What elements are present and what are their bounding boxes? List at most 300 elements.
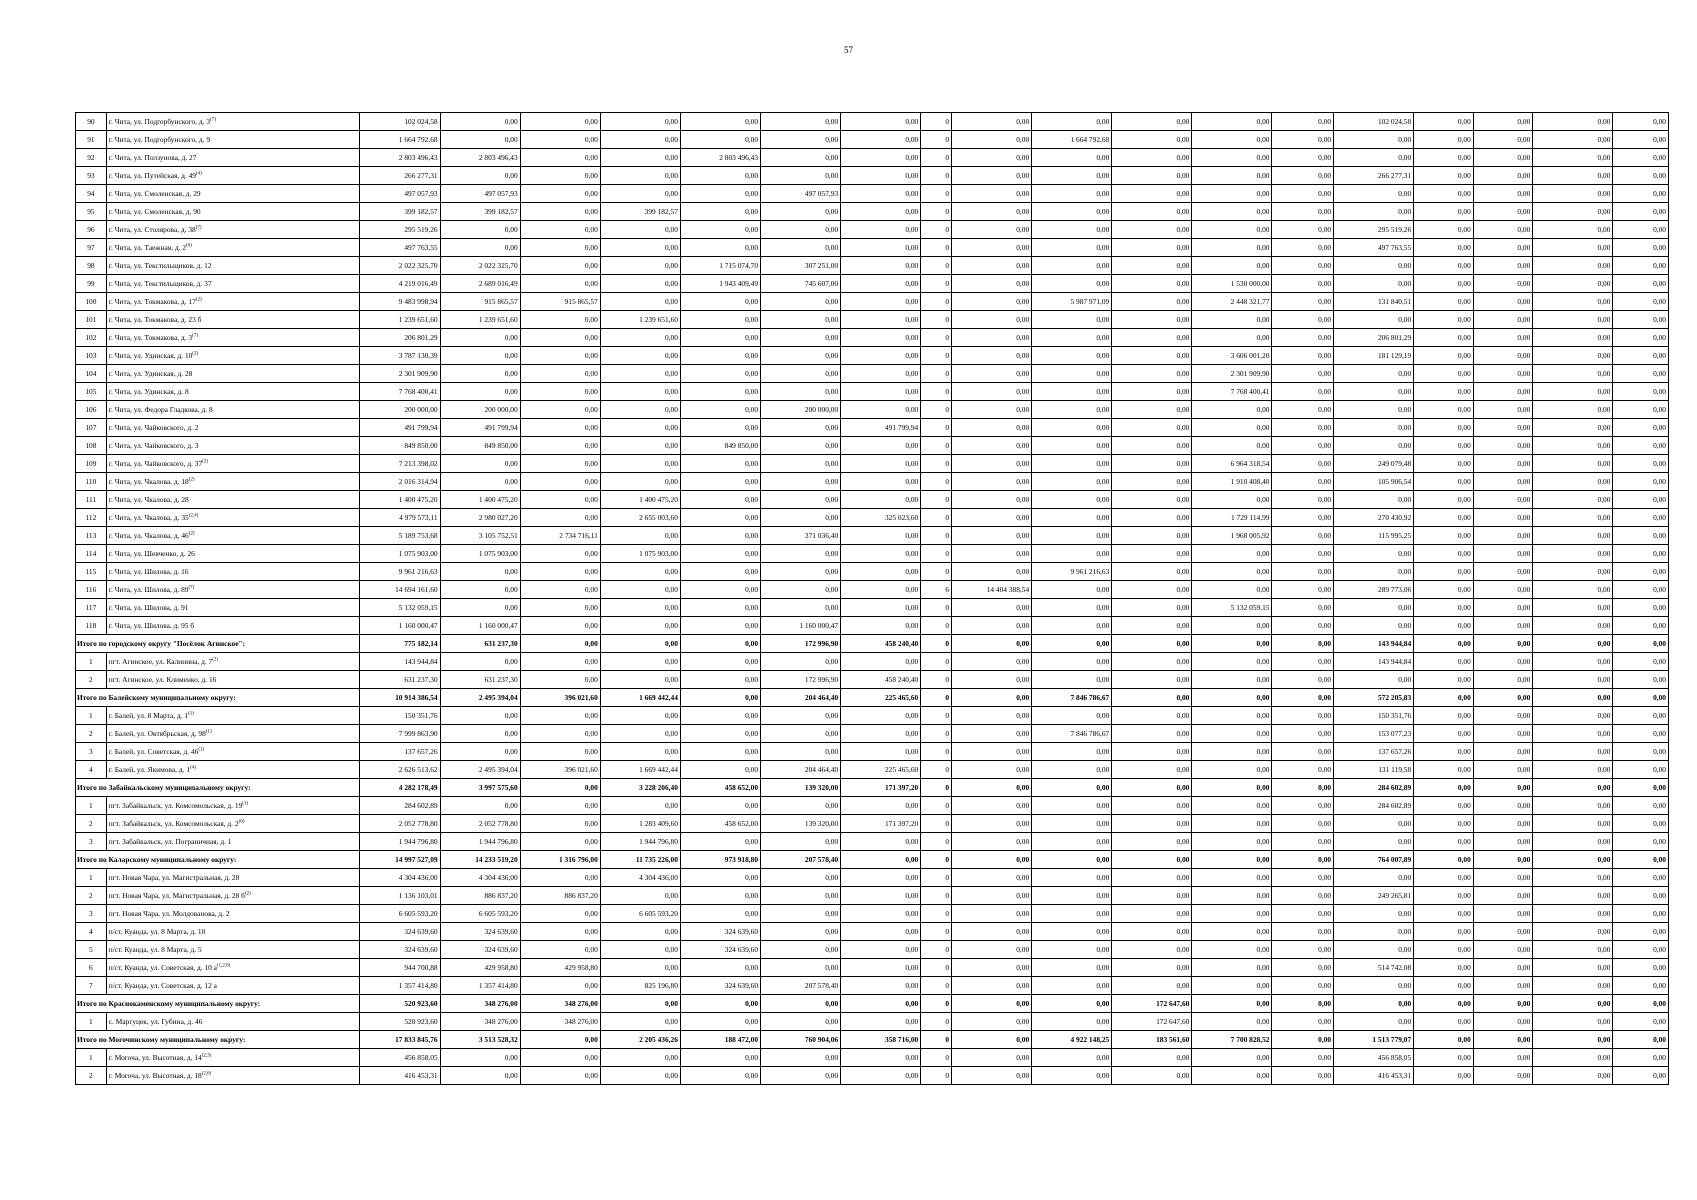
value-cell: 0,00 <box>1613 959 1669 977</box>
value-cell: 0,00 <box>841 581 921 599</box>
value-cell: 0,00 <box>952 851 1032 869</box>
value-cell: 0,00 <box>1032 167 1112 185</box>
value-cell: 0,00 <box>1414 131 1474 149</box>
value-cell: 0,00 <box>680 239 760 257</box>
value-cell: 764 007,89 <box>1334 851 1414 869</box>
value-cell: 0,00 <box>841 797 921 815</box>
footnote-marker: (1,2,6) <box>216 963 231 969</box>
value-cell: 0,00 <box>761 473 841 491</box>
value-cell: 0,00 <box>1272 113 1334 131</box>
value-cell: 0,00 <box>952 689 1032 707</box>
value-cell: 0,00 <box>1032 491 1112 509</box>
row-number: 1 <box>76 1049 107 1067</box>
value-cell: 0,00 <box>1192 617 1272 635</box>
value-cell: 200 000,00 <box>440 401 520 419</box>
value-cell: 139 320,00 <box>761 779 841 797</box>
value-cell: 458 652,00 <box>680 779 760 797</box>
value-cell: 0,00 <box>1032 797 1112 815</box>
value-cell: 0,00 <box>1613 221 1669 239</box>
row-number: 111 <box>76 491 107 509</box>
value-cell: 0,00 <box>520 347 600 365</box>
value-cell: 0,00 <box>1473 545 1533 563</box>
value-cell: 0,00 <box>1533 329 1613 347</box>
value-cell: 0,00 <box>1533 815 1613 833</box>
value-cell: 0,00 <box>1613 707 1669 725</box>
address-cell <box>106 131 360 149</box>
value-cell: 0,00 <box>1334 419 1414 437</box>
value-cell: 0,00 <box>1112 977 1192 995</box>
value-cell: 5 987 971,09 <box>1032 293 1112 311</box>
value-cell: 0,00 <box>761 1067 841 1085</box>
table-row <box>76 185 1669 203</box>
value-cell: 0,00 <box>600 1067 680 1085</box>
value-cell: 284 602,89 <box>1334 797 1414 815</box>
value-cell: 0 <box>921 995 952 1013</box>
address-text: г. Чита, ул. Чкалова, д. 46 <box>108 531 189 540</box>
value-cell: 0,00 <box>1613 545 1669 563</box>
value-cell: 0,00 <box>680 1067 760 1085</box>
value-cell: 0,00 <box>1414 959 1474 977</box>
value-cell: 0,00 <box>1533 365 1613 383</box>
value-cell: 0,00 <box>1272 257 1334 275</box>
row-number: 2 <box>76 671 107 689</box>
value-cell: 0,00 <box>600 671 680 689</box>
value-cell: 2 052 778,80 <box>360 815 440 833</box>
value-cell: 0,00 <box>1473 149 1533 167</box>
value-cell: 0,00 <box>1032 257 1112 275</box>
value-cell: 0,00 <box>952 149 1032 167</box>
address-cell <box>106 833 360 851</box>
table-row <box>76 509 1669 527</box>
value-cell: 0,00 <box>680 113 760 131</box>
value-cell: 0 <box>921 851 952 869</box>
address-cell <box>106 653 360 671</box>
value-cell: 0,00 <box>1414 617 1474 635</box>
value-cell: 0,00 <box>1414 185 1474 203</box>
value-cell: 0,00 <box>1032 509 1112 527</box>
value-cell: 0,00 <box>1473 311 1533 329</box>
value-cell: 249 079,48 <box>1334 455 1414 473</box>
value-cell: 0,00 <box>600 113 680 131</box>
value-cell: 0,00 <box>520 491 600 509</box>
value-cell: 0,00 <box>1533 419 1613 437</box>
value-cell: 0,00 <box>1272 707 1334 725</box>
value-cell: 0,00 <box>1192 401 1272 419</box>
value-cell: 295 519,26 <box>360 221 440 239</box>
value-cell: 0,00 <box>1192 545 1272 563</box>
value-cell: 0,00 <box>600 923 680 941</box>
value-cell: 1 400 475,20 <box>360 491 440 509</box>
value-cell: 0,00 <box>600 221 680 239</box>
footnote-marker: (2,4) <box>188 513 199 519</box>
value-cell: 0,00 <box>1272 473 1334 491</box>
value-cell: 0,00 <box>761 1049 841 1067</box>
value-cell: 0,00 <box>440 239 520 257</box>
table-row <box>76 455 1669 473</box>
row-number: 100 <box>76 293 107 311</box>
value-cell: 429 958,80 <box>520 959 600 977</box>
value-cell: 172 996,90 <box>761 671 841 689</box>
address-text: п/ст. Куанда, ул. 8 Марта, д. 5 <box>108 945 202 954</box>
address-cell <box>106 959 360 977</box>
value-cell: 456 858,05 <box>1334 1049 1414 1067</box>
value-cell: 3 513 528,32 <box>440 1031 520 1049</box>
value-cell: 0,00 <box>1032 437 1112 455</box>
value-cell: 0,00 <box>1533 707 1613 725</box>
value-cell: 0,00 <box>1272 293 1334 311</box>
value-cell: 0,00 <box>1414 419 1474 437</box>
value-cell: 0,00 <box>952 383 1032 401</box>
value-cell: 0,00 <box>440 131 520 149</box>
value-cell: 0,00 <box>1192 149 1272 167</box>
value-cell: 0,00 <box>1272 131 1334 149</box>
value-cell: 0,00 <box>1032 581 1112 599</box>
value-cell: 0,00 <box>1473 563 1533 581</box>
value-cell: 0,00 <box>1414 743 1474 761</box>
value-cell: 4 922 148,25 <box>1032 1031 1112 1049</box>
value-cell: 6 605 593,20 <box>440 905 520 923</box>
table-row <box>76 275 1669 293</box>
value-cell: 0,00 <box>952 545 1032 563</box>
value-cell: 0,00 <box>1032 671 1112 689</box>
subtotal-label: Итого по Каларскому муниципальному округу: <box>76 851 360 869</box>
value-cell: 204 464,40 <box>761 689 841 707</box>
value-cell: 0,00 <box>1473 833 1533 851</box>
value-cell: 0,00 <box>841 563 921 581</box>
value-cell: 0,00 <box>761 995 841 1013</box>
address-text: п/ст. Куанда, ул. 8 Марта, д. 10 <box>108 927 206 936</box>
value-cell: 0,00 <box>1192 815 1272 833</box>
value-cell: 0 <box>921 599 952 617</box>
subtotal-row <box>76 851 1669 869</box>
value-cell: 143 944,84 <box>1334 635 1414 653</box>
value-cell: 0 <box>921 455 952 473</box>
value-cell: 0,00 <box>841 851 921 869</box>
value-cell: 1 400 475,20 <box>440 491 520 509</box>
address-cell <box>106 221 360 239</box>
value-cell: 0,00 <box>841 617 921 635</box>
value-cell: 0,00 <box>1473 419 1533 437</box>
value-cell: 0,00 <box>1112 923 1192 941</box>
value-cell: 0,00 <box>1613 365 1669 383</box>
value-cell: 0 <box>921 311 952 329</box>
value-cell: 0,00 <box>1032 239 1112 257</box>
value-cell: 0,00 <box>520 1067 600 1085</box>
value-cell: 0,00 <box>1192 239 1272 257</box>
value-cell: 1 160 000,47 <box>360 617 440 635</box>
subtotal-label: Итого по Могочинскому муниципальному округу: <box>76 1031 360 1049</box>
value-cell: 0,00 <box>520 473 600 491</box>
value-cell: 0,00 <box>600 563 680 581</box>
value-cell: 0,00 <box>1192 257 1272 275</box>
value-cell: 0,00 <box>520 365 600 383</box>
value-cell: 0,00 <box>680 1049 760 1067</box>
value-cell: 0,00 <box>1272 1013 1334 1031</box>
value-cell: 0,00 <box>1272 437 1334 455</box>
value-cell: 0,00 <box>1272 239 1334 257</box>
value-cell: 0,00 <box>1533 833 1613 851</box>
value-cell: 0,00 <box>1473 977 1533 995</box>
value-cell: 0,00 <box>1473 599 1533 617</box>
value-cell: 0,00 <box>841 221 921 239</box>
value-cell: 0,00 <box>1414 149 1474 167</box>
value-cell: 0,00 <box>1613 1013 1669 1031</box>
value-cell: 0,00 <box>1473 239 1533 257</box>
address-text: г. Чита, ул. Федора Гладкова, д. 8 <box>108 405 213 414</box>
value-cell: 0,00 <box>761 221 841 239</box>
value-cell: 0,00 <box>1613 113 1669 131</box>
value-cell: 0,00 <box>1112 491 1192 509</box>
value-cell: 266 277,31 <box>360 167 440 185</box>
value-cell: 0,00 <box>1192 491 1272 509</box>
value-cell: 0 <box>921 365 952 383</box>
row-number: 3 <box>76 833 107 851</box>
value-cell: 0,00 <box>952 797 1032 815</box>
value-cell: 0,00 <box>1414 761 1474 779</box>
value-cell: 0,00 <box>1414 221 1474 239</box>
footnote-marker: (2) <box>188 477 195 483</box>
value-cell: 324 639,60 <box>680 977 760 995</box>
value-cell: 0,00 <box>1112 329 1192 347</box>
value-cell: 0,00 <box>600 239 680 257</box>
value-cell: 0,00 <box>1533 131 1613 149</box>
value-cell: 0,00 <box>841 455 921 473</box>
value-cell: 0,00 <box>761 509 841 527</box>
value-cell: 0,00 <box>1533 671 1613 689</box>
row-number: 6 <box>76 959 107 977</box>
value-cell: 0,00 <box>1334 671 1414 689</box>
table-row <box>76 923 1669 941</box>
value-cell: 0 <box>921 491 952 509</box>
value-cell: 324 639,60 <box>360 941 440 959</box>
value-cell: 0,00 <box>1272 617 1334 635</box>
table-row <box>76 815 1669 833</box>
table-row <box>76 473 1669 491</box>
page-number: 57 <box>844 45 853 55</box>
value-cell: 458 240,40 <box>841 671 921 689</box>
value-cell: 0,00 <box>952 1067 1032 1085</box>
value-cell: 0,00 <box>952 293 1032 311</box>
value-cell: 0,00 <box>1334 869 1414 887</box>
address-text: г. Чита, ул. Шилова, д. 95 б <box>108 621 195 630</box>
value-cell: 0,00 <box>1112 941 1192 959</box>
value-cell: 0,00 <box>1272 455 1334 473</box>
value-cell: 0,00 <box>1613 383 1669 401</box>
value-cell: 0,00 <box>761 599 841 617</box>
table-row <box>76 293 1669 311</box>
value-cell: 0,00 <box>952 203 1032 221</box>
address-cell <box>106 455 360 473</box>
value-cell: 0 <box>921 815 952 833</box>
value-cell: 0,00 <box>1192 635 1272 653</box>
value-cell: 0,00 <box>761 1013 841 1031</box>
table-row <box>76 797 1669 815</box>
value-cell: 0,00 <box>952 653 1032 671</box>
value-cell: 0,00 <box>600 167 680 185</box>
value-cell: 0,00 <box>1112 275 1192 293</box>
address-text: пгт. Новая Чара, ул. Магистральная, д. 28 б <box>108 891 245 900</box>
value-cell: 0,00 <box>1192 887 1272 905</box>
address-text: пгт. Забайкальск, ул. Комсомольская, д. 19 <box>108 801 243 810</box>
address-text: г. Чита, ул. Смоленская, д. 29 <box>108 189 201 198</box>
row-number: 96 <box>76 221 107 239</box>
value-cell: 0,00 <box>1473 923 1533 941</box>
value-cell: 0,00 <box>680 293 760 311</box>
value-cell: 0,00 <box>1272 653 1334 671</box>
value-cell: 0 <box>921 653 952 671</box>
value-cell: 491 799,94 <box>841 419 921 437</box>
value-cell: 0,00 <box>841 707 921 725</box>
value-cell: 200 000,00 <box>360 401 440 419</box>
value-cell: 0,00 <box>1272 527 1334 545</box>
address-text: г. Чита, ул. Чкалова, д. 18 <box>108 477 189 486</box>
row-number: 95 <box>76 203 107 221</box>
value-cell: 0,00 <box>1112 239 1192 257</box>
value-cell: 0,00 <box>1192 329 1272 347</box>
value-cell: 6 605 593,20 <box>360 905 440 923</box>
value-cell: 0,00 <box>841 275 921 293</box>
value-cell: 0,00 <box>1032 221 1112 239</box>
value-cell: 0,00 <box>1533 851 1613 869</box>
value-cell: 0,00 <box>1414 869 1474 887</box>
table-row <box>76 833 1669 851</box>
value-cell: 0 <box>921 221 952 239</box>
value-cell: 0,00 <box>841 473 921 491</box>
value-cell: 0,00 <box>1334 311 1414 329</box>
value-cell: 2 803 496,43 <box>360 149 440 167</box>
address-text: г. Чита, ул. Подгорбунского, д. 9 <box>108 135 211 144</box>
footnote-marker: (7) <box>195 225 202 231</box>
value-cell: 0,00 <box>520 275 600 293</box>
value-cell: 325 023,60 <box>841 509 921 527</box>
value-cell: 0,00 <box>680 599 760 617</box>
value-cell: 0,00 <box>1112 257 1192 275</box>
value-cell: 0,00 <box>1272 851 1334 869</box>
value-cell: 14 694 161,60 <box>360 581 440 599</box>
address-cell <box>106 617 360 635</box>
value-cell: 1 239 651,60 <box>360 311 440 329</box>
value-cell: 745 607,00 <box>761 275 841 293</box>
table-row <box>76 725 1669 743</box>
address-cell <box>106 905 360 923</box>
value-cell: 0,00 <box>841 527 921 545</box>
value-cell: 0,00 <box>520 1031 600 1049</box>
value-cell: 0,00 <box>1334 977 1414 995</box>
value-cell: 207 578,40 <box>761 977 841 995</box>
address-cell <box>106 437 360 455</box>
value-cell: 0,00 <box>1112 1067 1192 1085</box>
value-cell: 0,00 <box>680 203 760 221</box>
value-cell: 497 763,55 <box>1334 239 1414 257</box>
value-cell: 0,00 <box>1112 167 1192 185</box>
value-cell: 0,00 <box>1473 905 1533 923</box>
value-cell: 0,00 <box>1414 527 1474 545</box>
value-cell: 0,00 <box>952 509 1032 527</box>
value-cell: 0,00 <box>1414 689 1474 707</box>
row-number: 115 <box>76 563 107 581</box>
table-row <box>76 419 1669 437</box>
value-cell: 0,00 <box>952 743 1032 761</box>
value-cell: 1 075 903,00 <box>360 545 440 563</box>
value-cell: 0,00 <box>1192 923 1272 941</box>
value-cell: 0,00 <box>1473 401 1533 419</box>
value-cell: 0,00 <box>520 941 600 959</box>
value-cell: 0,00 <box>952 617 1032 635</box>
address-text: г. Чита, ул. Шевченко, д. 26 <box>108 549 195 558</box>
row-number: 2 <box>76 725 107 743</box>
value-cell: 0,00 <box>1613 563 1669 581</box>
value-cell: 2 803 496,43 <box>440 149 520 167</box>
value-cell: 4 282 178,49 <box>360 779 440 797</box>
value-cell: 0,00 <box>1473 347 1533 365</box>
value-cell: 183 561,60 <box>1112 1031 1192 1049</box>
address-cell <box>106 545 360 563</box>
address-text: г. Чита, ул. Таежная, д. 2 <box>108 243 186 252</box>
value-cell: 0,00 <box>841 329 921 347</box>
value-cell: 0,00 <box>1613 419 1669 437</box>
address-text: г. Балей, ул. Советская, д. 46 <box>108 747 199 756</box>
value-cell: 0,00 <box>1473 1067 1533 1085</box>
value-cell: 0,00 <box>761 113 841 131</box>
table-row <box>76 743 1669 761</box>
row-number: 1 <box>76 1013 107 1031</box>
value-cell: 1 669 442,44 <box>600 761 680 779</box>
value-cell: 0,00 <box>440 113 520 131</box>
address-text: г. Чита, ул. Шилова, д. 89 <box>108 585 189 594</box>
value-cell: 0,00 <box>761 311 841 329</box>
value-cell: 0,00 <box>1533 257 1613 275</box>
value-cell: 0,00 <box>1112 473 1192 491</box>
value-cell: 0,00 <box>1533 653 1613 671</box>
value-cell: 0,00 <box>1112 113 1192 131</box>
value-cell: 324 639,60 <box>680 941 760 959</box>
value-cell: 0,00 <box>1533 437 1613 455</box>
value-cell: 0 <box>921 797 952 815</box>
value-cell: 0,00 <box>952 329 1032 347</box>
value-cell: 0,00 <box>680 311 760 329</box>
value-cell: 0,00 <box>761 923 841 941</box>
value-cell: 0,00 <box>1533 527 1613 545</box>
value-cell: 0,00 <box>1533 797 1613 815</box>
value-cell: 0,00 <box>440 1067 520 1085</box>
value-cell: 249 265,81 <box>1334 887 1414 905</box>
value-cell: 0 <box>921 203 952 221</box>
value-cell: 0 <box>921 689 952 707</box>
value-cell: 0,00 <box>1112 779 1192 797</box>
footnote-marker: (2) <box>202 459 209 465</box>
value-cell: 0,00 <box>1473 617 1533 635</box>
value-cell: 0,00 <box>1112 437 1192 455</box>
address-cell <box>106 1013 360 1031</box>
address-text: г. Чита, ул. Текстильщиков, д. 12 <box>108 261 212 270</box>
value-cell: 0,00 <box>520 833 600 851</box>
value-cell: 0,00 <box>1473 869 1533 887</box>
row-number: 117 <box>76 599 107 617</box>
value-cell: 0,00 <box>1414 365 1474 383</box>
value-cell: 0,00 <box>600 365 680 383</box>
value-cell: 0,00 <box>1272 887 1334 905</box>
value-cell: 348 276,00 <box>440 1013 520 1031</box>
row-number: 113 <box>76 527 107 545</box>
value-cell: 0,00 <box>1473 689 1533 707</box>
value-cell: 0,00 <box>1533 1067 1613 1085</box>
value-cell: 631 237,30 <box>440 671 520 689</box>
value-cell: 849 850,00 <box>440 437 520 455</box>
address-cell <box>106 563 360 581</box>
row-number: 94 <box>76 185 107 203</box>
value-cell: 0,00 <box>600 401 680 419</box>
subtotal-row <box>76 779 1669 797</box>
